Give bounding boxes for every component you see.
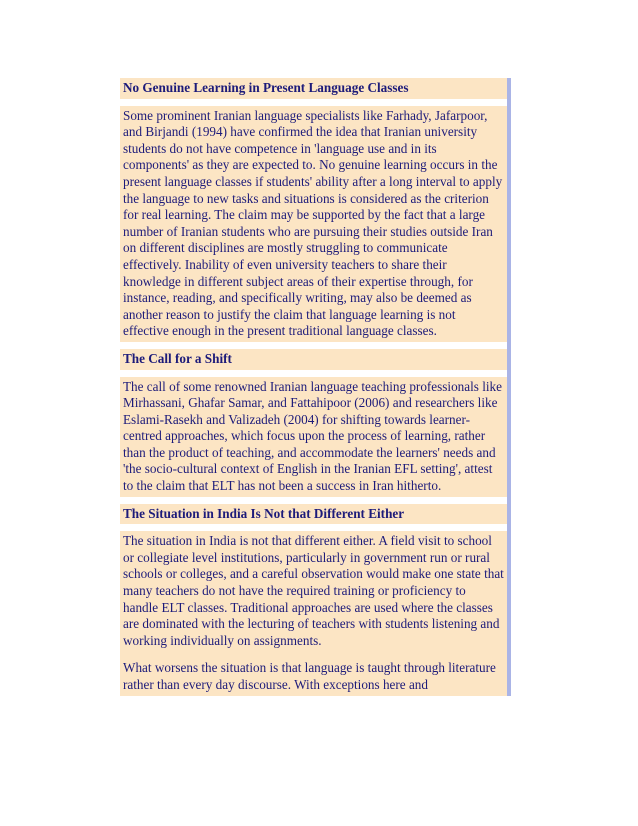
section-heading-call-for-shift: The Call for a Shift: [120, 349, 511, 370]
section-heading-no-genuine-learning: No Genuine Learning in Present Language Classes: [120, 78, 511, 99]
paragraph-situation-india: The situation in India is not that different either. A field visit to school or collegiate level institutions, particularly in government run or rural schools or colleges, and a careful observation would make one state that many teachers do not have the required training or proficiency to handle ELT classes. Traditional approaches are used where the classes are dominated with the lecturing of teachers with students listening and working individually on assignments.: [120, 531, 511, 651]
paragraph-what-worsens: What worsens the situation is that language is taught through literature rather than every day discourse. With exceptions here and: [120, 658, 511, 695]
section-divider: [120, 342, 511, 349]
section-divider: [120, 524, 511, 531]
document-page: [120, 78, 511, 732]
section-divider: [120, 497, 511, 504]
section-heading-situation-india: The Situation in India Is Not that Different Either: [120, 504, 511, 525]
section-divider: [120, 99, 511, 106]
section-divider: [120, 370, 511, 377]
paragraph-call-for-shift: The call of some renowned Iranian language teaching professionals like Mirhassani, Ghafar Samar, and Fattahipoor (2006) and researchers like Eslami-Rasekh and Valizadeh (2004) for shifting towards learner-centred approaches, which focus upon the process of learning, rather than the product of teaching, and accommodate the learners' needs and 'the socio-cultural context of English in the Iranian EFL setting', attest to the claim that ELT has not been a success in Iran hitherto.: [120, 377, 511, 497]
paragraph-no-genuine-learning: Some prominent Iranian language specialists like Farhady, Jafarpoor, and Birjandi (1994) have confirmed the idea that Iranian university students do not have competence in 'language use and in its components' as they are expected to. No genuine learning occurs in the present language classes if students' ability after a long interval to apply the language to new tasks and situations is considered as the criterion for real learning. The claim may be supported by the fact that a large number of Iranian students who are pursuing their studies outside Iran on different disciplines are mostly struggling to communicate effectively. Inability of even university teachers to share their knowledge in different subject areas of their expertise through, for instance, reading, and specifically writing, may also be deemed as another reason to justify the claim that language learning is not effective enough in the present traditional language classes.: [120, 106, 511, 342]
paragraph-spacer: [120, 651, 511, 658]
